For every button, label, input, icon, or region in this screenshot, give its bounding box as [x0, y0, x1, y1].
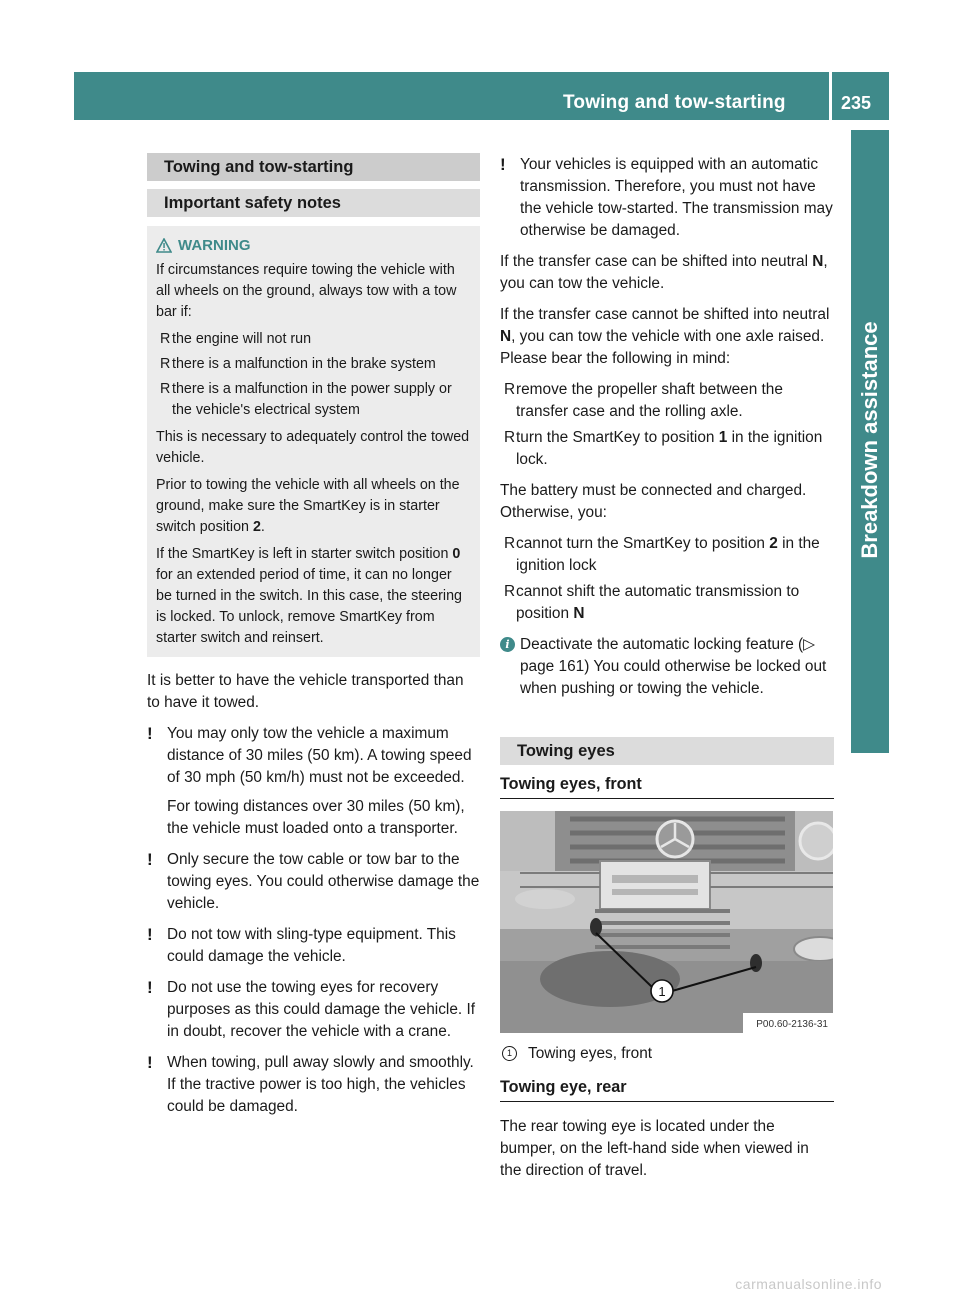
photo-code: P00.60-2136-31 [756, 1019, 828, 1030]
warning-heading [156, 235, 471, 256]
caution-note: ! Do not use the towing eyes for recovery purposes as this could damage the vehicle. If in doubt, recover the vehicle with a crane. [147, 978, 475, 1040]
warning-bullet: R there is a malfunction in the power supply or the vehicle's electrical system [160, 381, 452, 418]
callout-number: 1 [502, 1046, 517, 1061]
left-column [147, 153, 480, 1127]
exclamation-icon: ! [147, 1053, 153, 1072]
section-title: Towing and tow-starting [147, 153, 480, 181]
caution-note: ! Your vehicles is equipped with an automatic transmission. Therefore, you must not have the vehicle tow-started. The transmission may otherwise be damaged. [500, 155, 833, 239]
body-text: If the transfer case cannot be shifted into neutral N, you can tow the vehicle with one axle raised. Please bear the following in mind: [500, 306, 830, 367]
caution-note: ! You may only tow the vehicle a maximum distance of 30 miles (50 km). A towing speed of 30 mph (50 km/h) must not be exceeded. For towing distances over 30 miles (50 km), the vehicle must loaded onto a transporter. [147, 724, 472, 837]
warning-bullet: R there is a malfunction in the brake system [160, 356, 436, 372]
body-text: If the transfer case can be shifted into neutral N, you can tow the vehicle. [500, 253, 828, 292]
exclamation-icon: ! [147, 850, 153, 869]
info-note: i Deactivate the automatic locking feature (▷ page 161) You could otherwise be locked out when pushing or towing the vehicle. [500, 634, 834, 700]
list-item: R remove the propeller shaft between the transfer case and the rolling axle. [504, 381, 783, 420]
warning-bullet: R the engine will not run [160, 331, 312, 347]
exclamation-icon: ! [147, 724, 153, 743]
warning-text: If the SmartKey is left in starter switch position 0 for an extended period of time, it can no longer be turned in the switch. In this case, the steering is locked. To unlock, remove SmartKey from starter switch and reinsert. [156, 546, 462, 646]
warning-box [147, 226, 480, 657]
warning-intro: If circumstances require towing the vehicle with all wheels on the ground, always tow with a tow bar if: [156, 262, 457, 320]
list-item: R turn the SmartKey to position 1 in the ignition lock. [504, 429, 823, 468]
towing-eyes-photo [500, 811, 833, 1033]
body-text: The rear towing eye is located under the bumper, on the left-hand side when viewed in the direction of travel. [500, 1118, 809, 1179]
caution-note: ! When towing, pull away slowly and smoothly. If the tractive power is too high, the vehicles could be damaged. [147, 1053, 474, 1115]
caution-note: ! Only secure the tow cable or tow bar to the towing eyes. You could otherwise damage the vehicle. [147, 850, 480, 912]
subsection-title: Towing eye, rear [500, 1076, 834, 1102]
info-icon: i [500, 637, 515, 652]
body-text: It is better to have the vehicle transported than to have it towed. [147, 672, 464, 711]
footer-watermark: carmanualsonline.info [735, 1276, 882, 1292]
callout-number: 1 [658, 984, 666, 999]
photo-caption: 1 Towing eyes, front [500, 1043, 834, 1065]
warning-text: Prior to towing the vehicle with all wheels on the ground, make sure the SmartKey is in starter switch position 2. [156, 477, 460, 535]
side-tab-label: Breakdown assistance [857, 321, 882, 559]
section-title: Towing eyes [500, 737, 834, 765]
warning-triangle-icon [156, 238, 172, 253]
exclamation-icon: ! [147, 978, 153, 997]
warning-text: This is necessary to adequately control the towed vehicle. [156, 429, 470, 466]
exclamation-icon: ! [147, 925, 153, 944]
page-number: 235 [841, 93, 872, 113]
warning-label: WARNING [178, 237, 251, 254]
subsection-title: Towing eyes, front [500, 773, 834, 799]
list-item: R cannot shift the automatic transmission to position N [504, 583, 800, 622]
side-tab-marker [851, 715, 889, 753]
header-divider [829, 72, 832, 120]
exclamation-icon: ! [500, 155, 506, 174]
subsection-title: Important safety notes [147, 189, 480, 217]
right-column [500, 154, 834, 1191]
caution-note: ! Do not tow with sling-type equipment. This could damage the vehicle. [147, 925, 456, 965]
header-title: Towing and tow-starting [563, 92, 786, 113]
list-item: R cannot turn the SmartKey to position 2 in the ignition lock [504, 535, 820, 574]
body-text: The battery must be connected and charged. Otherwise, you: [500, 482, 807, 521]
